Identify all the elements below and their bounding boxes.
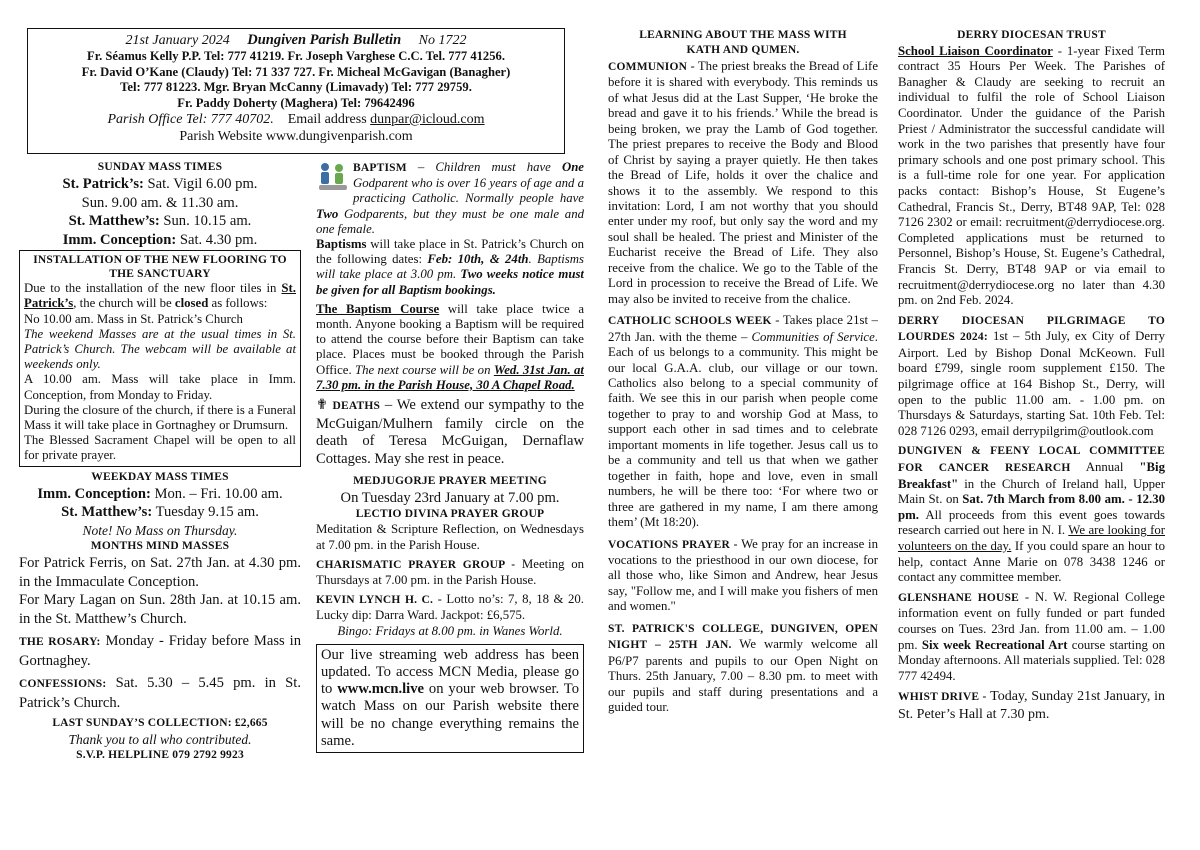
- weekday-mass-title: WEEKDAY MASS TIMES: [91, 470, 229, 483]
- sunday-mass-sunday-times: Sun. 9.00 am. & 11.30 am.: [81, 194, 239, 211]
- notice-label: VOCATIONS PRAYER -: [608, 538, 738, 551]
- bulletin-number: No 1722: [418, 33, 467, 48]
- bulletin-title: Dungiven Parish Bulletin: [247, 32, 402, 48]
- mass-time: Mon. – Fri. 10.00 am.: [150, 485, 283, 502]
- email-link[interactable]: dunpar@icloud.com: [370, 112, 485, 127]
- kevin-lynch-notice: [316, 592, 584, 623]
- flooring-p3: The weekend Masses are at the usual times in St. Patrick’s Church. The webcam will be available at weekends only.: [24, 326, 296, 372]
- text: St. Patrick’s: [24, 281, 296, 311]
- notice-label: COMMUNION: [608, 60, 688, 73]
- school-liaison-notice: [898, 44, 1165, 309]
- last-sunday-collection: LAST SUNDAY’S COLLECTION: £2,665: [52, 717, 268, 730]
- sunday-mass-title: SUNDAY MASS TIMES: [97, 161, 223, 173]
- charismatic-notice: [316, 557, 584, 588]
- notice-text: Monday - Friday before Mass in Gortnaghey.: [19, 633, 301, 669]
- deaths-notice: [316, 397, 584, 468]
- notice-label: ST. PATRICK'S COLLEGE, DUNGIVEN, OPEN NIGHT – 25TH JAN.: [608, 622, 878, 652]
- baptism-people-icon: [316, 160, 350, 194]
- notice-text: Sat. 5.30 – 5.45 pm. in St. Patrick’s Church.: [19, 675, 301, 711]
- flooring-p6: The Blessed Sacrament Chapel will be open to all for private prayer.: [24, 433, 296, 463]
- flooring-p5: During the closure of the church, if there is a Funeral Mass it will take place in Gortnaghey or Drumsurn.: [24, 402, 296, 433]
- catholic-schools-week: [608, 313, 878, 530]
- notice-text: We pray for an increase in vocations to the priesthood in our own diocese, for all those who, like Simon and Andrew, hear Jesus say, "Follow me, and I will make you fishers of men and women.": [608, 536, 878, 614]
- mass-time: Sun. 10.15 am.: [159, 213, 252, 230]
- notice-label: KEVIN LYNCH H. C.: [316, 594, 434, 607]
- trust-title: DERRY DIOCESAN TRUST: [957, 29, 1106, 41]
- baptism-course: [316, 302, 584, 393]
- bulletin-header: [27, 28, 565, 154]
- live-stream-text: [321, 647, 579, 750]
- church-name: Imm. Conception:: [62, 231, 177, 248]
- flooring-title: INSTALLATION OF THE NEW FLOORING TO THE SANCTUARY: [33, 254, 287, 281]
- text: Wed. 31st Jan. at 7.30 pm. in the Parish House, 30 A Chapel Road.: [316, 362, 584, 392]
- st-patricks-college-notice: [608, 621, 878, 716]
- lourdes-pilgrimage-notice: [898, 313, 1165, 440]
- weekday-imm-conception: [19, 485, 301, 504]
- text: Due to the installation of the new floor tiles in: [24, 281, 282, 296]
- text: We are looking for volunteers on the day.: [898, 523, 1165, 553]
- text: course starting on Monday afternoons. All materials supplied. Tel: 028 777 42494.: [898, 637, 1165, 683]
- notice-text: - The priest breaks the Bread of Life before it is shared with everybody. This reminds us of what Jesus did at the Last Supper, ‘He broke the bread and gave it to his friends.’ While the bread is being broken, we pray the Lamb of God together. The priest prepares to receive the Body and Blood of Christ by saying a prayer quietly. He then takes the Bread of Life, holds it over the chalice and shows it to the assembly. We respond to this invitation: Lord, I am not worthy that you should enter under my roof, but only say the word and my soul shall be healed. The priest and Minister of the Eucharist receive the Bread of Life. They also receive from the chalice. We go to the Table of the Lord in procession to receive the Bread of Life. We may also be invited to receive from the chalice.: [608, 58, 878, 306]
- no-mass-thursday-note: Note! No Mass on Thursday.: [82, 522, 238, 538]
- mass-time: Sat. 4.30 pm.: [176, 231, 258, 248]
- column-b: [316, 160, 584, 850]
- svp-helpline: S.V.P. HELPLINE 079 2792 9923: [76, 749, 244, 762]
- notice-label: THE ROSARY:: [19, 636, 101, 649]
- months-mind-p1: For Patrick Ferris, on Sat. 27th Jan. at 4.30 pm. in the Immaculate Conception.: [19, 555, 301, 590]
- text: - Takes place 21st – 27th Jan. with the theme –: [608, 313, 878, 344]
- parish-website[interactable]: Parish Website www.dungivenparish.com: [179, 129, 413, 144]
- cancer-research-notice: [898, 443, 1165, 585]
- column-c: [608, 28, 878, 848]
- notice-label: DERRY DIOCESAN PILGRIMAGE TO LOURDES 2024:: [898, 314, 1165, 344]
- text: – Children must have: [406, 160, 562, 174]
- glenshane-house-notice: [898, 590, 1165, 685]
- mass-time: Tuesday 9.15 am.: [152, 504, 259, 521]
- mcn-live-link[interactable]: www.mcn.live: [337, 681, 425, 698]
- text: Our live streaming web address has been updated. To access MCN Media, please go to: [321, 646, 579, 698]
- clergy-line-3: Tel: 777 81223. Mgr. Bryan McCanny (Limavady) Tel: 777 29759.: [120, 80, 472, 94]
- text: Baptisms: [316, 237, 367, 252]
- text: All proceeds from this event goes towards research carried out here in N. I.: [898, 507, 1165, 538]
- text: as follows:: [208, 296, 268, 311]
- notice-label: DUNGIVEN & FEENY LOCAL COMMITTEE FOR CANCER RESEARCH: [898, 445, 1165, 475]
- notice-label: DEATHS: [332, 400, 381, 413]
- sunday-mass-imm-conception: [19, 231, 301, 250]
- flooring-p2: No 10.00 am. Mass in St. Patrick’s Church: [24, 311, 243, 326]
- communion-notice: [608, 59, 878, 307]
- header-title-line: [32, 32, 560, 49]
- text: "Big Breakfast": [898, 460, 1165, 491]
- live-stream-box: [316, 644, 584, 753]
- parish-office-line: [32, 111, 560, 128]
- months-mind-title: MONTHS MIND MASSES: [90, 539, 230, 552]
- notice-label: GLENSHANE HOUSE: [898, 591, 1020, 604]
- parish-office-tel: Parish Office Tel: 777 40702.: [107, 112, 274, 127]
- church-name: St. Matthew’s:: [61, 504, 153, 521]
- weekday-st-matthews: [19, 503, 301, 522]
- text: Godparents, but they must be one male and one female.: [316, 206, 584, 236]
- cross-icon: ✟: [316, 398, 328, 414]
- notice-text: 1st – 5th July, ex City of Derry Airport. Led by Bishop Donal McKeown. Full board £799, single room supplement £150. The pilgrimage office at 164 Bishop St., Derry, will open to the public 11.00 am. - 1.00 pm. on Thursdays & Saturdays, starting Sat. 10th Feb. Tel: 028 7126 0293, email derrypilgrim@outlook.com: [898, 329, 1165, 438]
- column-d: [898, 28, 1165, 848]
- text: . Each of us belongs to a community. This might be our local G.A.A. club, our village or our town. Catholics also belong to a special community of faith. We see this in our parish when people come together to pray to and worship God at Mass, to support each other in sad times and to celebrate important moments in life together. Jesus call us to be a community and tell us that when we gather together in faith, hope and love, even in small numbers, he will be there too: ‘For where two or three are gathered in my name, I am there among them’ (Mt 18:20).: [608, 329, 878, 530]
- sunday-mass-st-patricks: [19, 175, 301, 194]
- text: in the Church of Ireland hall, Upper Main St. on: [898, 476, 1165, 507]
- notice-label: CONFESSIONS:: [19, 678, 107, 691]
- clergy-line-4: Fr. Paddy Doherty (Maghera) Tel: 79642496: [177, 95, 415, 110]
- clergy-line-1: Fr. Séamus Kelly P.P. Tel: 777 41219. Fr. Joseph Varghese C.C. Tel. 777 41256.: [87, 49, 505, 63]
- flooring-p4: A 10.00 am. Mass will take place in Imm. Conception, from Monday to Friday.: [24, 372, 296, 402]
- text: closed: [174, 296, 209, 311]
- notice-label: BAPTISM: [353, 162, 407, 174]
- notice-text: - 1-year Fixed Term contract 35 Hours Per Week. The Parishes of Banagher & Claudy are seeking to recruit an individual to fulfil the role of School Liaison Coordinator. Under the guidance of the Parish Priest / Administrator the successful candidate will work in the two parishes that presently have four primary schools and one post primary school. This is a full-time role for one year. For application packs contact: Bishop’s House, St Eugene’s Cathedral, Francis St., Derry, BT48 9AP, Tel: 028 7126 2302 or email: recruitment@derrydiocese.org. Completed applications must be returned to Personnel, Bishop’s House, St. Eugene’s Cathedral, Francis St. Derry, BT48 9AP or via email to recruitment@derrydiocese.org no later than 4.30 pm. on 2nd Feb. 2024.: [898, 43, 1165, 308]
- text: will take place twice a month. Anyone booking a Baptism will be required to attend the course before their Baptism can take place. Places must be booked through the Parish Office.: [316, 301, 584, 377]
- text: Feb: 10th, & 24th: [427, 252, 529, 267]
- lectio-text: Meditation & Scripture Reflection, on Wednesdays at 7.00 pm. in the Parish House.: [316, 522, 584, 552]
- collection-thanks: Thank you to all who contributed.: [68, 732, 252, 748]
- bulletin-date: 21st January 2024: [125, 33, 230, 48]
- medjugorje-title: MEDJUGORJE PRAYER MEETING: [353, 475, 547, 488]
- clergy-line-2: Fr. David O’Kane (Claudy) Tel: 71 337 727. Fr. Micheal McGavigan (Banagher): [81, 64, 511, 79]
- text: Godparent who is over 16 years of age and a practicing Catholic. Normally people have: [353, 176, 584, 206]
- text: If you could spare an hour to help, contact Anne Marie on 078 3438 1246 or contact any committee member.: [898, 539, 1165, 585]
- text: , the church will be: [73, 296, 175, 311]
- text: - N. W. Regional College information event on fully funded or part funded courses on Tues. 23rd Jan. from 11.00 am. – 1.00 pm.: [898, 589, 1165, 652]
- notice-text: We warmly welcome all P6/P7 parents and pupils to our Open Night on Thurs. 25th January, 7.00 – 8.30 pm. to meet with our pupils and staff during presentations and a guided tour.: [608, 637, 878, 715]
- months-mind-p2: For Mary Lagan on Sun. 28th Jan. at 10.15 am. in the St. Matthew’s Church.: [19, 592, 301, 627]
- notice-label: CHARISMATIC PRAYER GROUP -: [316, 558, 516, 571]
- medjugorje-text: On Tuesday 23rd January at 7.00 pm.: [340, 489, 560, 506]
- whist-drive-notice: [898, 688, 1165, 723]
- notice-text: - Lotto no’s: 7, 8, 18 & 20. Lucky dip: Darra Ward. Jackpot: £6,575.: [316, 592, 584, 623]
- notice-label: WHIST DRIVE -: [898, 691, 987, 704]
- mass-learning-subtitle: KATH AND QUMEN.: [686, 44, 800, 57]
- baptism-dates: [316, 237, 584, 298]
- text: Communities of Service: [751, 329, 875, 344]
- text: Two weeks notice must be given for all Baptism bookings.: [316, 267, 584, 297]
- notice-text: Meeting on Thursdays at 7.00 pm. in the Parish House.: [316, 556, 584, 588]
- text: . Baptisms will take place at 3.00 pm.: [316, 252, 584, 282]
- vocations-prayer: [608, 537, 878, 615]
- email-label: Email address: [287, 112, 367, 127]
- baptism-notice: [316, 160, 584, 237]
- confessions-notice: [19, 674, 301, 712]
- notice-label: CATHOLIC SCHOOLS WEEK: [608, 315, 772, 328]
- mass-learning-title: LEARNING ABOUT THE MASS WITH: [639, 29, 847, 41]
- text: Sat. 7th March from 8.00 am. - 12.30 pm.: [898, 492, 1165, 522]
- notice-label: School Liaison Coordinator: [898, 43, 1053, 58]
- text: Two: [316, 206, 339, 221]
- lectio-title: LECTIO DIVINA PRAYER GROUP: [355, 508, 545, 521]
- notice-text: Today, Sunday 21st January, in St. Peter’s Hall at 7.30 pm.: [898, 689, 1165, 723]
- text: Six week Recreational Art: [921, 637, 1068, 652]
- text: on your web browser. To watch Mass on our Parish website there will be no change everything remains the same.: [321, 681, 579, 749]
- sunday-mass-st-matthews: [19, 212, 301, 231]
- rosary-notice: [19, 632, 301, 670]
- church-name: Imm. Conception:: [37, 485, 151, 502]
- column-a: [19, 160, 301, 850]
- text: will take place in St. Patrick’s Church on the following dates:: [316, 237, 584, 267]
- text: One: [561, 160, 584, 174]
- church-name: St. Matthew’s:: [68, 213, 160, 230]
- bingo-notice: Bingo: Fridays at 8.00 pm. in Wanes World.: [337, 623, 563, 638]
- flooring-notice-box: [19, 250, 301, 466]
- church-name: St. Patrick’s:: [62, 176, 144, 193]
- flooring-p1: [24, 281, 296, 311]
- text: The Baptism Course: [316, 301, 440, 316]
- mass-time: Sat. Vigil 6.00 pm.: [143, 176, 258, 193]
- text: The next course will be on: [355, 362, 494, 377]
- text: Annual: [1070, 460, 1140, 475]
- notice-text: – We extend our sympathy to the McGuigan/Mulhern family circle on the death of Teresa McGuigan, Dernaflaw Cottages. May she rest in peace.: [316, 397, 584, 467]
